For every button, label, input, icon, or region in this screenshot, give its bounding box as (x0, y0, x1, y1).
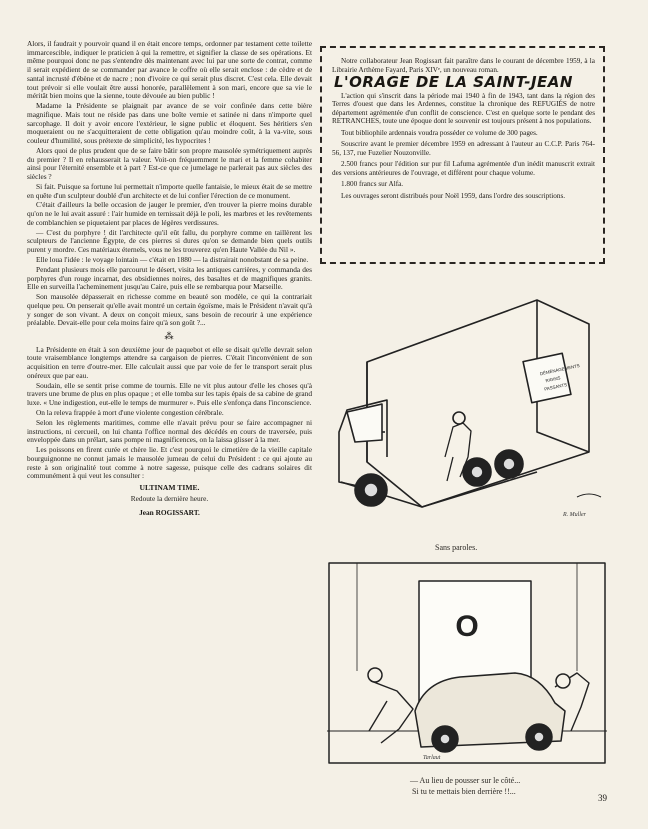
article-paragraph: C'était d'ailleurs la belle occasion de jauger le premier, d'en trouver la pierre moins durable qu'on ne le lui avait assuré : l'air humide en ternissait déjà le poli, les marbres et les revêtements de comblanchien se piquetaient par places de légères verdissures. (27, 200, 312, 227)
cartoon-caption: — Au lieu de pousser sur le côté... (410, 776, 521, 785)
truck-sign-line: PASSANTS (543, 382, 568, 392)
truck-cartoon (327, 282, 607, 524)
announcement-paragraph: Les ouvrages seront distribués pour Noël 1959, dans l'ordre des souscriptions. (341, 191, 566, 200)
article-paragraph: — C'est du porphyre ! dit l'architecte qu'il eût fallu, du porphyre comme en taillèrent les sculpteurs de l'ancienne Égypte, de ces pierres si dures qu'on se demande bien quels outils purent y mordre. Ces matériaux éternels, vous ne les trouverez qu'en Haute Vallée du Nil ». (27, 227, 312, 255)
article-paragraph: Elle loua l'idée : le voyage lointain — c'était en 1880 — la distrairait nonobstant de sa peine. (36, 255, 309, 264)
article-paragraph: Si fait. Puisque sa fortune lui permettait n'importe quelle fantaisie, le mieux était de se mettre en quête d'un sculpteur doublé d'un architecte et de lui confier l'érection de ce monument. (27, 181, 312, 200)
cartoon-caption: Sans paroles. (435, 543, 478, 552)
article-paragraph: Son mausolée dépasserait en richesse comme en beauté son modèle, ce qui la contrariait quelque peu. On penserait qu'elle avait montré un certain égoïsme, mais le Président n'avait qu'à y songer de son vivant. A deux on conçoit mieux, sans besoin de recourir à une expérience préalable. Devait-elle pour cela moins faire qu'à son goût ?... (27, 292, 312, 328)
article-column (27, 40, 312, 518)
motto-translation: Redoute la dernière heure. (130, 493, 209, 503)
cartoonist-signature: R. Muller (563, 512, 586, 518)
page-number: 39 (598, 793, 607, 803)
article-paragraph: Soudain, elle se sentit prise comme de tournis. Elle ne vit plus autour d'elle les choses qu'à travers une brume de plus en plus opaque ; et elle tomba sur les tapis épais de sa cabine de grand luxe. « Une indigestion, eut-elle le temps de murmurer ». Puis elle s'enfonça dans l'inconscience. (27, 380, 312, 408)
article-paragraph: On la releva frappée à mort d'une violente congestion cérébrale. (36, 408, 224, 417)
author-signature: Jean ROGISSART. (139, 508, 200, 518)
announcement-paragraph: Souscrire avant le premier décembre 1959 en adressant à l'auteur au C.C.P. Paris 764-56, 137, rue Fuzelier Nouzonville. (332, 140, 595, 157)
article-paragraph: Alors quoi de plus prudent que de se faire bâtir son propre mausolée symétriquement auprès du premier ? Il en rehausserait la valeur. Voit-on fréquemment le mari et la femme cohabiter ainsi pour l'éternité ensemble et à part ? Est-ce que ce jumelage ne parlerait pas aux siècles des siècles ? (27, 145, 312, 181)
article-paragraph: Madame la Présidente se plaignait par avance de se voir confinée dans cette bière magnifique. Mais tout ne réside pas dans une boîte vernie et satinée ni dans n'importe quel sarcophage. Il doit y avoir encore l'extérieur, le signe public et éloquent. Ses héritiers s'en moqueraient ou ne s'acquitteraient de cette obligation qu'au moindre coût, à la va-vite, sous couleur d'humilité, sous prétexte de simplicité, les hypocrites ! (27, 101, 312, 145)
cartoon-caption: Si tu te mettais bien derrière !!... (412, 787, 516, 796)
book-title: L'ORAGE DE LA SAINT-JEAN (334, 73, 573, 91)
article-paragraph: La Présidente en était à son deuxième jour de paquebot et elle se disait qu'elle devrait selon toute vraisemblance longtemps attendre sa cargaison de pierres. C'était l'inconvénient de son acquisition en terre d'outre-mer. Elle calculait aussi que par voie de fer le transport serait plus onéreux que par eau. (27, 344, 312, 380)
garage-cartoon (327, 561, 607, 771)
article-paragraph: Pendant plusieurs mois elle parcourut le désert, visita les antiques carrières, y commanda des porphyres d'un rouge incarnat, des obsidiennes noires, des basaltes et de magnifiques granits. Elle en surveilla l'acheminement jusqu'au Caire, puis elle se rembarqua pour Marseille. (27, 264, 312, 292)
article-paragraph: Les poissons en firent curée et chère lie. Et c'est pourquoi le cimetière de la vieille capitale bourguignonne ne connut jamais le mausolée jumeau de celui du Président : ce qui ajoute au reste à son originalité tout comme à notre sagesse, puisque celle des cadrans solaires dit communément à qui veut les consulter : (27, 445, 312, 481)
announcement-intro: Notre collaborateur Jean Rogissart fait paraître dans le courant de décembre 1959, à la Librairie Arthème Fayard, Paris XIVᵉ, un nouveau roman. (332, 57, 595, 74)
section-asterism: ⁂ (164, 331, 175, 341)
truck-sign-line: RIGINS (545, 375, 561, 384)
cartoonist-signature: Tarlaut (423, 755, 441, 761)
article-paragraph: Selon les règlements maritimes, comme elle n'avait prévu pour se faire accompagner ni instructions, ni cercueil, on lui chanta l'office normal des décédés en cours de traversée, puis enveloppée dans un prélart, sans pompe ni magnificences, on la laissa glisser à la mer. (27, 417, 312, 445)
announcement-paragraph: 2.500 francs pour l'édition sur pur fil Lafuma agrémentée d'un inédit manuscrit extrait des versions antérieures de l'ouvrage, et différent pour chaque volume. (332, 160, 595, 177)
latin-motto: ULTINAM TIME. (139, 483, 200, 492)
truck-sign-line: DÉMÉNAGEMENTS (539, 363, 581, 377)
garage-letter: O (455, 610, 479, 643)
book-announcement-box (320, 46, 605, 264)
article-paragraph: Alors, il faudrait y pourvoir quand il en était encore temps, ordonner par testament cette toilette immarcescible, indiquer le praticien à qui la remettre, et signifier la classe de ses opérations. Et même pourquoi donc ne pas s'entendre dès maintenant avec lui par une sorte de contrat, comme il serait expédient de se commander par avance le coffre où elle serait enclose : de cèdre et de santal incrusté d'ébène et de nacre ; non d'ivoire ce qui serait plus discret. C'est cela. Elle devait tout prévoir si elle voulait être aussi honorée, parallèlement à son mari, encore que sa vie le méritât bien moins que la sienne, toute dévouée au bien public ! (27, 39, 312, 101)
announcement-paragraph: Tout bibliophile ardennais voudra posséder ce volume de 300 pages. (341, 128, 538, 137)
announcement-paragraph: 1.800 francs sur Alfa. (341, 180, 404, 188)
announcement-paragraph: L'action qui s'inscrit dans la période mai 1940 à fin de 1943, tant dans la région des Terres d'ouest que dans les Ardennes, constitue la chronique des REFUGIÉS de notre département agrémentée d'un conflit de conscience. C'est en quelque sorte le pendant des RETRANCHES, toute une époque dont le souvenir est toujours présent à nos populations. (332, 91, 595, 125)
